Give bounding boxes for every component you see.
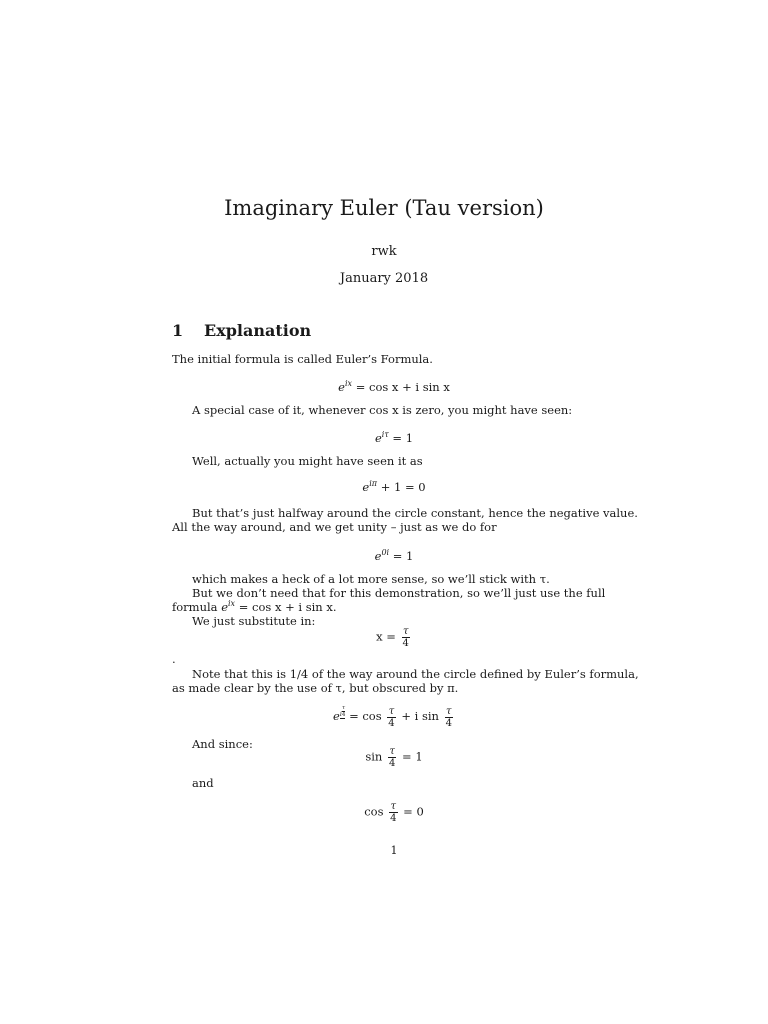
paragraph-2: A special case of it, whenever cos x is zero, you might have seen: bbox=[192, 403, 573, 417]
paragraph-6b: formula $e^{ix} = \cos x + i$ sin x. bbox=[172, 599, 337, 614]
paragraph-11: and bbox=[192, 776, 214, 790]
paragraph-1: The initial formula is called Euler’s Formula. bbox=[172, 352, 433, 366]
equation-quarter-turn: e i $\frac{\tau}{4}$ = cos $\frac{\tau}{4}$ + i sin $\frac{\tau}{4}$ bbox=[333, 705, 452, 729]
paragraph-9b: as made clear by the use of τ, but obscured by π. bbox=[172, 681, 459, 695]
equation-sin-quarter: sin $\frac{\tau}{4}$ = 1 bbox=[365, 746, 423, 769]
exponent-i-tau-over-4: i $\frac{\tau}{4}$ bbox=[339, 705, 346, 718]
paragraph-10: And since: bbox=[192, 737, 253, 751]
paragraph-9a: Note that this is 1/4 of the way around the circle defined by Euler’s formula, bbox=[192, 667, 639, 681]
section-heading bbox=[172, 321, 311, 340]
equation-euler-formula: $e^{ix} = \cos x + i$ sin x bbox=[338, 379, 450, 394]
paragraph-4a: But that’s just halfway around the circle constant, hence the negative value. bbox=[192, 506, 638, 520]
paper-date: January 2018 bbox=[339, 271, 429, 286]
paragraph-5: which makes a heck of a lot more sense, so we’ll stick with τ. bbox=[192, 572, 550, 586]
equation-substitution: x = $\frac{\tau}{4}$ bbox=[376, 626, 409, 649]
page-number: 1 bbox=[390, 844, 398, 857]
paragraph-7: We just substitute in: bbox=[192, 614, 316, 628]
paper-title: Imaginary Euler (Tau version) bbox=[224, 196, 544, 220]
paragraph-3: Well, actually you might have seen it as bbox=[192, 454, 423, 468]
paragraph-dot: . bbox=[172, 652, 176, 666]
section-number: 1 bbox=[172, 321, 184, 340]
fraction-tau-over-4: $\frac{\tau}{4}$ bbox=[402, 626, 409, 649]
equation-zero-unity: $e^{0i} = 1$ bbox=[374, 548, 414, 563]
equation-cos-quarter: cos $\frac{\tau}{4}$ = 0 bbox=[364, 801, 424, 824]
equation-euler-identity: $e^{i\pi} + 1 = 0$ bbox=[362, 479, 426, 494]
paper-author: rwk bbox=[371, 244, 397, 259]
paragraph-4b: All the way around, and we get unity – just as we do for bbox=[172, 520, 497, 534]
paragraph-6a: But we don’t need that for this demonstration, so we’ll just use the full bbox=[192, 586, 606, 600]
section-title: Explanation bbox=[204, 321, 312, 340]
equation-tau-unity: $e^{i\tau} = 1$ bbox=[374, 430, 414, 445]
